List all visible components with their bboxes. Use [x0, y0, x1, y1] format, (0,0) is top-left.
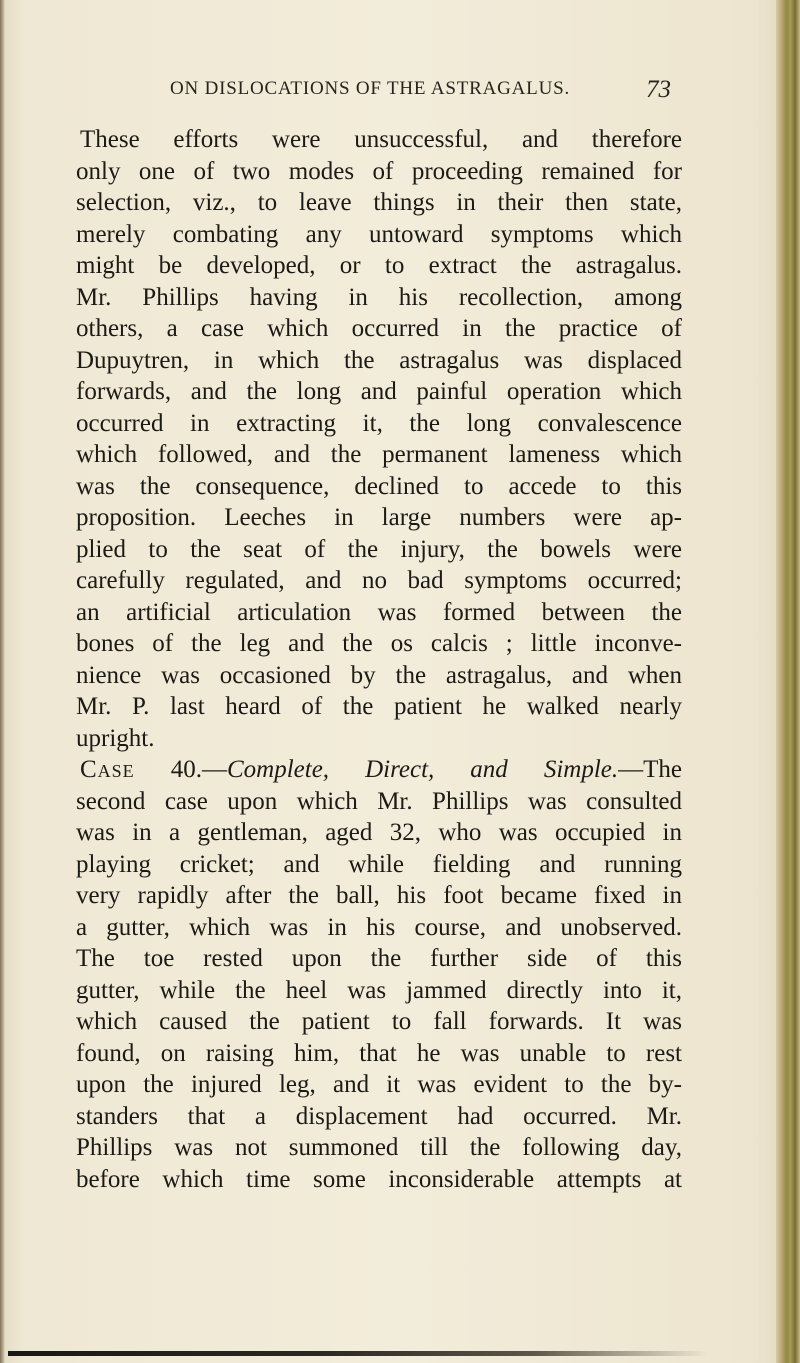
- text-line: These efforts were unsuccessful, and therefore: [80, 126, 682, 153]
- text-line: proposition. Leeches in large numbers were ap-: [76, 504, 682, 531]
- text-line: The toe rested upon the further side of this: [76, 945, 682, 972]
- text-line: playing cricket; and while fielding and running: [76, 850, 682, 878]
- text-line: upon the injured leg, and it was evident to the by-: [76, 1071, 682, 1098]
- case-heading-line: [76, 754, 682, 786]
- text-line: forwards, and the long and painful operation which: [76, 378, 682, 405]
- text-line: only one of two modes of proceeding remained for: [76, 157, 682, 185]
- text-line: before which time some inconsiderable attempts at: [76, 1165, 682, 1193]
- text-line: Mr. Phillips having in his recollection, among: [76, 283, 682, 311]
- text-line: found, on raising him, that he was unable to rest: [76, 1039, 682, 1067]
- page-right-edge-binding: [776, 0, 800, 1363]
- page-bottom-shadow: [8, 1351, 708, 1356]
- case-number: 40.—: [170, 756, 227, 783]
- text-line: might be developed, or to extract the astragalus.: [76, 252, 682, 279]
- page-number: 73: [646, 76, 671, 103]
- text-line: Phillips was not summoned till the following day,: [76, 1134, 682, 1161]
- text-line: very rapidly after the ball, his foot became fixed in: [76, 882, 682, 909]
- page-left-edge-shadow: [0, 0, 5, 1363]
- text-line: was in a gentleman, aged 32, who was occupied in: [76, 819, 682, 846]
- case-label: Case: [80, 756, 135, 783]
- case-title: Complete, Direct, and Simple.: [226, 756, 619, 783]
- text-line: a gutter, which was in his course, and unobserved.: [76, 913, 682, 941]
- text-line: upright.: [76, 724, 155, 752]
- text-line: second case upon which Mr. Phillips was consulted: [76, 787, 682, 815]
- text-line: plied to the seat of the injury, the bowels were: [76, 535, 682, 563]
- text-line: Dupuytren, in which the astragalus was displaced: [76, 346, 682, 374]
- text-line: bones of the leg and the os calcis ; little inconve-: [76, 630, 682, 657]
- text-line: gutter, while the heel was jammed directly into it,: [76, 976, 682, 1004]
- text-line: others, a case which occurred in the practice of: [76, 315, 682, 342]
- text-line: which caused the patient to fall forwards. It was: [76, 1008, 682, 1035]
- text-line: was the consequence, declined to accede to this: [76, 472, 682, 500]
- body-text: [76, 124, 682, 1195]
- text-line: selection, viz., to leave things in their then state,: [76, 189, 682, 216]
- text-line: nience was occasioned by the astragalus, and when: [76, 661, 682, 689]
- text-line: merely combating any untoward symptoms which: [76, 220, 682, 248]
- case-dash: —The: [618, 756, 683, 783]
- running-head: ON DISLOCATIONS OF THE ASTRAGALUS.: [169, 78, 571, 99]
- text-line: carefully regulated, and no bad symptoms occurred;: [76, 567, 682, 594]
- text-line: occurred in extracting it, the long convalescence: [76, 409, 682, 437]
- text-line: Mr. P. last heard of the patient he walked nearly: [76, 693, 682, 720]
- text-line: standers that a displacement had occurred. Mr.: [76, 1102, 682, 1130]
- page-header: [0, 78, 776, 108]
- text-line: an artificial articulation was formed between the: [76, 598, 682, 626]
- text-line: which followed, and the permanent lameness which: [76, 441, 682, 468]
